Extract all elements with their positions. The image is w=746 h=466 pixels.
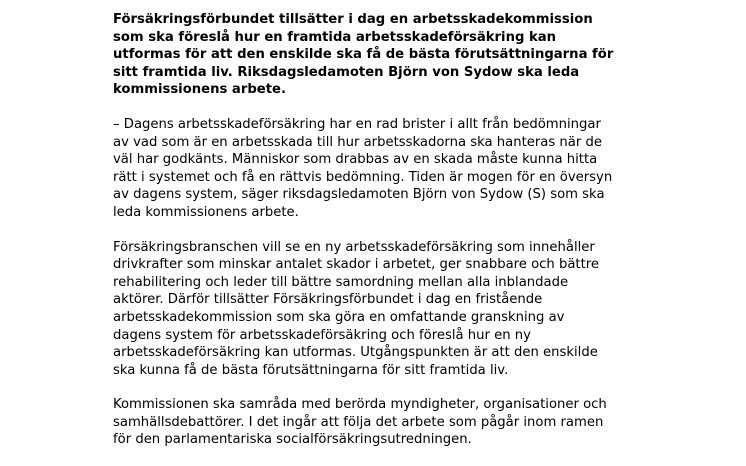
lead-line: Försäkringsförbundet tillsätter i dag en arbetsskadekommission: [113, 12, 593, 27]
quote-paragraph: [113, 116, 643, 222]
text-line: Försäkringsbranschen vill se en ny arbetsskadeförsäkring som innehåller: [113, 239, 595, 255]
text-line: samhällsdebattörer. I det ingår att följa det arbete som pågår inom ramen: [113, 414, 604, 430]
text-line: leda kommissionens arbete.: [113, 204, 299, 220]
text-line: aktörer. Därför tillsätter Försäkringsförbundet i dag en fristående: [113, 292, 543, 308]
body-paragraph: [113, 239, 643, 380]
lead-paragraph: [113, 11, 643, 99]
lead-line: som ska föreslå hur en framtida arbetsskadeförsäkring kan: [113, 29, 557, 45]
lead-line: sitt framtida liv. Riksdagsledamoten Björn von Sydow ska leda: [113, 64, 580, 80]
text-line: väl har godkänts. Människor som drabbas av en skada måste kunna hitta: [113, 152, 598, 168]
text-line: dagens system för arbetsskadeförsäkring och föreslå hur en ny: [113, 327, 531, 343]
text-line: Kommissionen ska samråda med berörda myndigheter, organisationer och: [113, 397, 607, 413]
text-line: för den parlamentariska socialförsäkringsutredningen.: [113, 432, 472, 448]
press-release-body: [113, 11, 643, 466]
body-paragraph: [113, 396, 643, 449]
lead-line: utformas för att den enskilde ska få de bästa förutsättningarna för: [113, 47, 614, 63]
text-line: av dagens system, säger riksdagsledamoten Björn von Sydow (S) som ska: [113, 187, 605, 203]
text-line: ska kunna få de bästa förutsättningarna för sitt framtida liv.: [113, 362, 509, 378]
text-line: rätt i systemet och få en rättvis bedömning. Tiden är mogen för en översyn: [113, 169, 613, 185]
text-line: rehabilitering och leder till bättre samordning mellan alla inblandade: [113, 274, 569, 290]
text-line: arbetsskadeförsäkring kan utformas. Utgångspunkten är att den enskilde: [113, 345, 598, 361]
lead-line: kommissionens arbete.: [113, 82, 286, 98]
text-line: drivkrafter som minskar antalet skador i arbetet, ger snabbare och bättre: [113, 257, 600, 273]
text-line: arbetsskadekommission som ska göra en omfattande granskning av: [113, 309, 565, 325]
text-line: av vad som är en arbetsskada till hur arbetsskadorna ska hanteras när de: [113, 134, 602, 150]
text-line: – Dagens arbetsskadeförsäkring har en rad brister i allt från bedömningar: [113, 116, 601, 132]
